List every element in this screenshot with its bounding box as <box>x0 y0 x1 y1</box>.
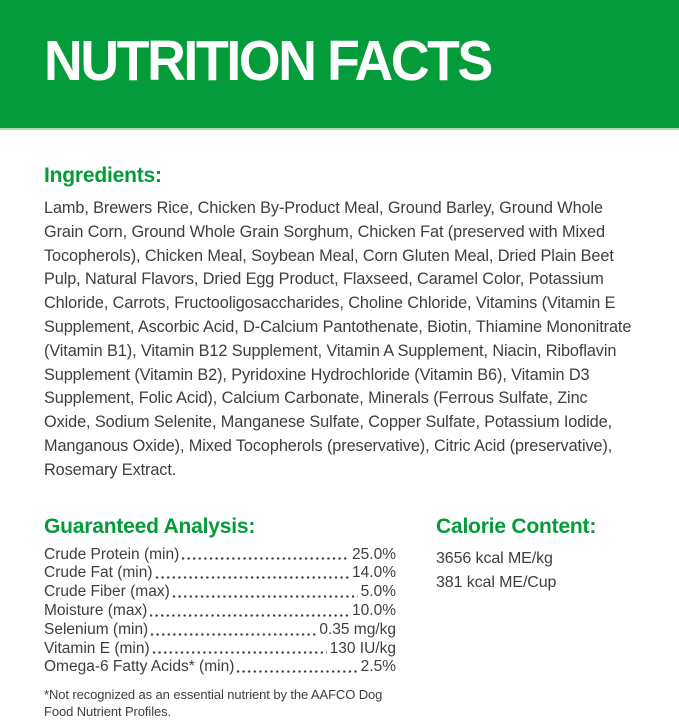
guaranteed-analysis-heading: Guaranteed Analysis: <box>44 514 256 538</box>
analysis-row-value: 10.0% <box>352 601 396 619</box>
dot-leader <box>181 556 349 561</box>
page-title: NUTRITION FACTS <box>44 29 491 93</box>
calorie-line-per-kg: 3656 kcal ME/kg <box>436 549 553 567</box>
analysis-row <box>44 546 396 565</box>
dot-leader <box>149 613 349 618</box>
analysis-row-value: 0.35 mg/kg <box>319 620 396 638</box>
analysis-row-label: Vitamin E (min) <box>44 639 150 657</box>
analysis-row <box>44 640 396 659</box>
analysis-calorie-columns <box>44 515 635 720</box>
analysis-row-label: Moisture (max) <box>44 601 148 619</box>
analysis-row-label: Crude Fat (min) <box>44 564 153 582</box>
analysis-row-value: 5.0% <box>360 583 396 601</box>
dot-leader <box>150 632 316 637</box>
analysis-row <box>44 564 396 583</box>
dot-leader <box>155 575 350 580</box>
analysis-footnote: *Not recognized as an essential nutrient by the AAFCO Dog Food Nutrient Profiles. <box>44 687 383 719</box>
guaranteed-analysis-rows <box>44 546 396 678</box>
ingredients-heading: Ingredients: <box>44 164 162 187</box>
calorie-content-section <box>436 515 635 720</box>
analysis-row <box>44 602 396 621</box>
analysis-row <box>44 621 396 640</box>
analysis-row-label: Omega-6 Fatty Acids* (min) <box>44 658 235 676</box>
ingredients-text: Lamb, Brewers Rice, Chicken By-Product Meal, Ground Barley, Ground Whole Grain Corn, Ground Whole Grain Sorghum, Chicken Fat (preserved with Mixed Tocopherols), Chicken Meal, Soybean Meal, Corn Gluten Meal, Dried Plain Beet Pulp, Natural Flavors, Dried Egg Product, Flaxseed, Caramel Color, Potassium Chloride, Carrots, Fructooligosaccharides, Choline Chloride, Vitamins (Vitamin E Supplement, Ascorbic Acid, D-Calcium Pantothenate, Biotin, Thiamine Mononitrate (Vitamin B1), Vitamin B12 Supplement, Vitamin A Supplement, Niacin, Riboflavin Supplement (Vitamin B2), Pyridoxine Hydrochloride (Vitamin B6), Vitamin D3 Supplement, Folic Acid), Calcium Carbonate, Minerals (Ferrous Sulfate, Zinc Oxide, Sodium Selenite, Manganese Sulfate, Copper Sulfate, Potassium Iodide, Manganous Oxide), Mixed Tocopherols (preservative), Citric Acid (preservative), Rosemary Extract. <box>44 199 632 479</box>
ingredients-section <box>44 164 635 483</box>
calorie-lines <box>436 547 635 595</box>
guaranteed-analysis-section <box>44 515 396 720</box>
analysis-row-label: Selenium (min) <box>44 620 149 638</box>
calorie-line-per-cup: 381 kcal ME/Cup <box>436 573 557 591</box>
dot-leader <box>152 650 327 655</box>
label-content <box>0 164 679 720</box>
analysis-row-value: 130 IU/kg <box>329 639 396 657</box>
analysis-row-value: 25.0% <box>352 545 396 563</box>
dot-leader <box>236 669 357 674</box>
analysis-row-label: Crude Protein (min) <box>44 545 180 563</box>
calorie-content-heading: Calorie Content: <box>436 514 597 538</box>
header-band <box>0 0 679 130</box>
analysis-row-label: Crude Fiber (max) <box>44 583 170 601</box>
analysis-row-value: 14.0% <box>352 564 396 582</box>
analysis-row <box>44 583 396 602</box>
analysis-row <box>44 658 396 677</box>
analysis-row-value: 2.5% <box>360 658 396 676</box>
dot-leader <box>172 594 358 599</box>
